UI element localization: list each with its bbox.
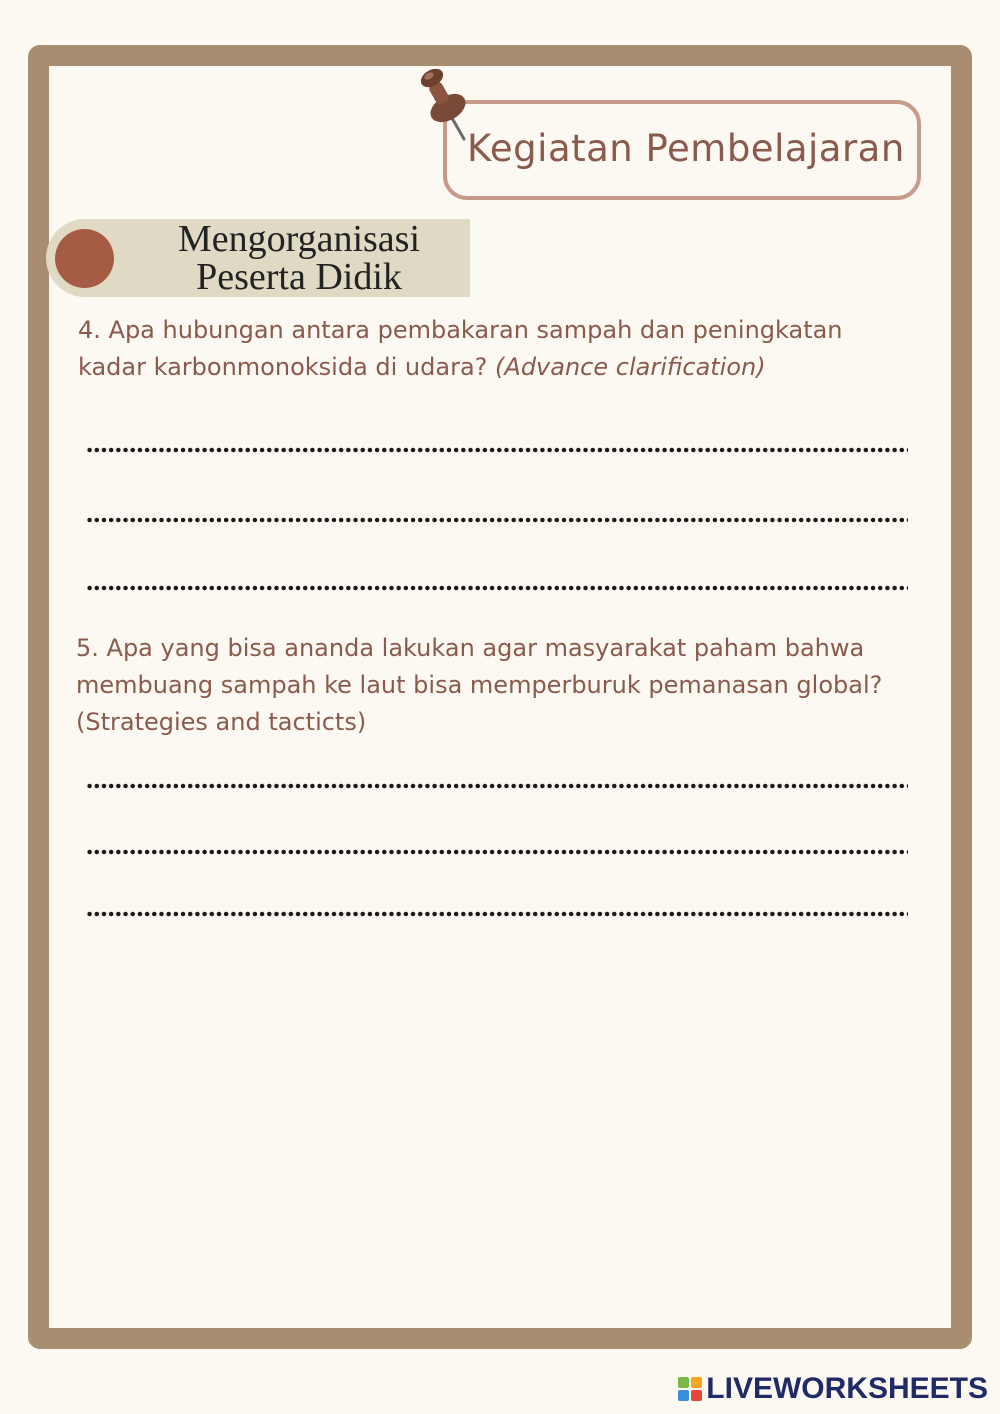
liveworksheets-logo-icon xyxy=(678,1377,702,1401)
answer-line-q4-3[interactable] xyxy=(86,585,908,591)
pushpin-icon xyxy=(412,64,478,144)
section-banner xyxy=(46,219,470,297)
answer-line-q5-3[interactable] xyxy=(86,911,908,917)
footer-brand xyxy=(678,1372,988,1406)
brand-name: LIVEWORKSHEETS xyxy=(706,1372,988,1405)
question-5-text: 5. Apa yang bisa ananda lakukan agar masyarakat paham bahwa membuang sampah ke laut bisa memperburuk pemanasan global? (Strategies and tacticts) xyxy=(76,634,883,736)
section-title-line2: Peserta Didik xyxy=(196,256,402,298)
question-5 xyxy=(76,630,926,741)
logo-square-3 xyxy=(678,1390,689,1401)
logo-square-2 xyxy=(691,1377,702,1388)
question-4-text: 4. Apa hubungan antara pembakaran sampah dan peningkatan kadar karbonmonoksida di udara? xyxy=(78,316,843,381)
section-title-line1: Mengorganisasi xyxy=(177,218,421,260)
answer-line-q5-1[interactable] xyxy=(86,783,908,789)
logo-square-1 xyxy=(678,1377,689,1388)
header-tab xyxy=(443,100,921,200)
question-4 xyxy=(78,312,908,386)
answer-line-q4-1[interactable] xyxy=(86,447,908,453)
page-title: Kegiatan Pembelajaran xyxy=(467,127,905,170)
question-4-tag: (Advance clarification) xyxy=(495,353,766,381)
section-title xyxy=(164,219,434,296)
answer-line-q4-2[interactable] xyxy=(86,517,908,523)
logo-square-4 xyxy=(691,1390,702,1401)
answer-line-q5-2[interactable] xyxy=(86,849,908,855)
bullet-circle xyxy=(55,229,114,288)
